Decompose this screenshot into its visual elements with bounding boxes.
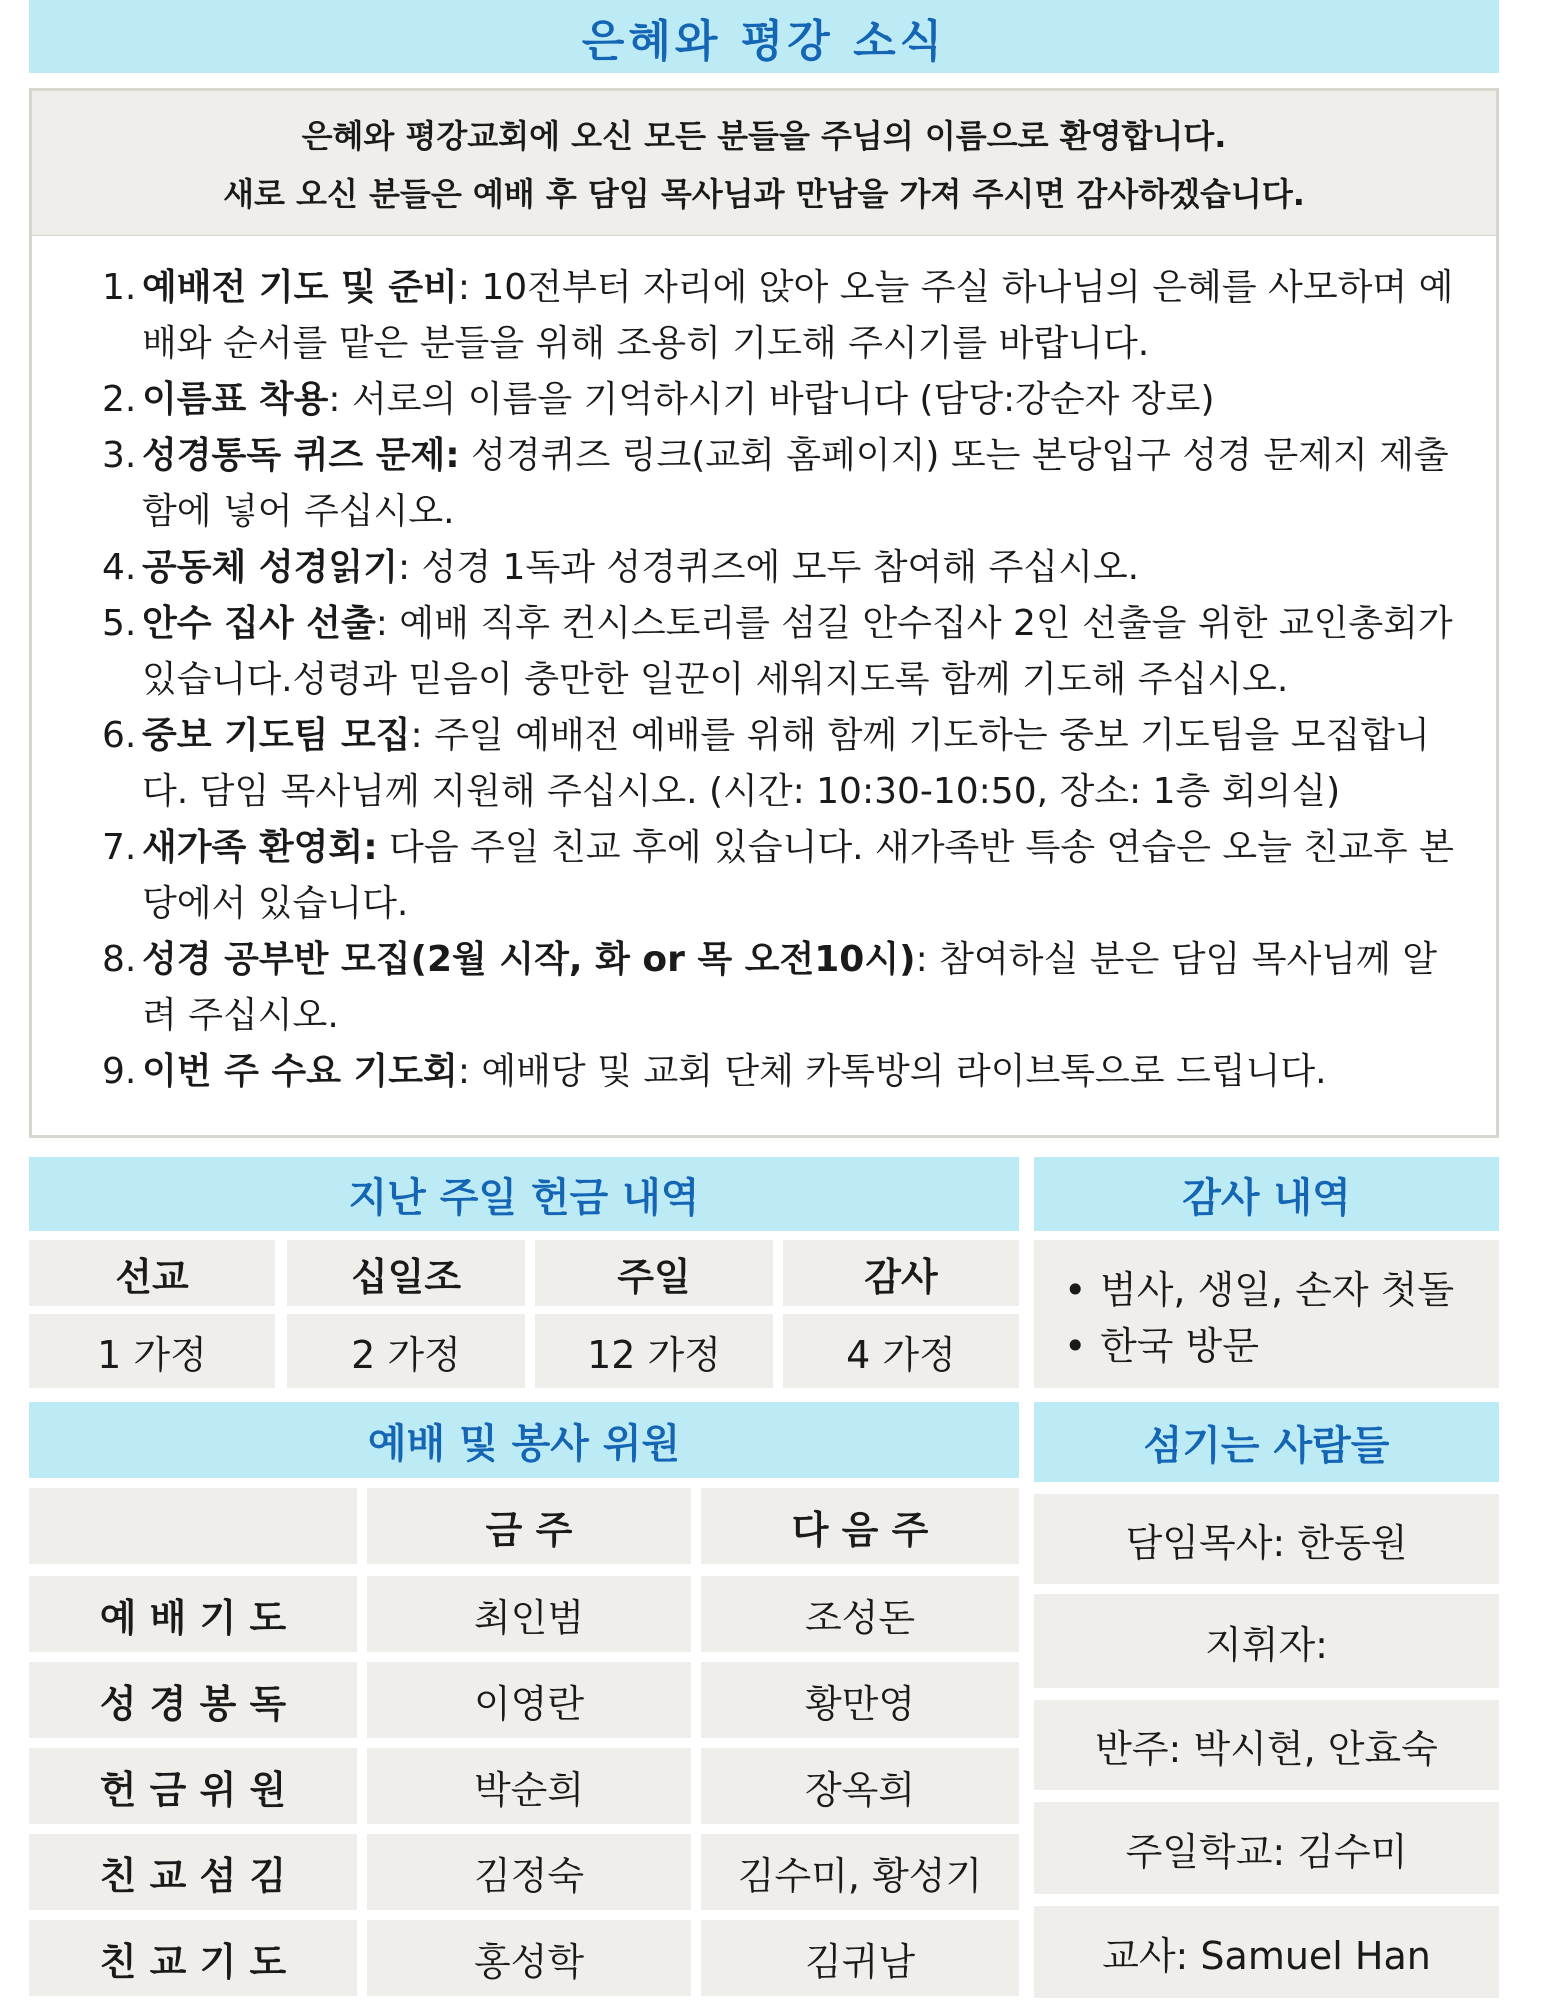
notice-title: 안수 집사 선출 [142, 603, 376, 644]
notice-item [102, 1044, 1456, 1100]
list-item [1064, 1318, 1499, 1374]
notice-number: 1. [102, 267, 137, 308]
offering-value-mission: 1 가정 [29, 1314, 275, 1388]
notice-item [102, 596, 1456, 708]
notice-item [102, 820, 1456, 932]
notice-item [102, 260, 1456, 372]
thanks-list [1064, 1262, 1499, 1374]
servers-title: 섬기는 사람들 [1034, 1402, 1499, 1482]
notice-title: 성경 공부반 모집(2월 시작, 화 or 목 오전10시) [142, 939, 916, 980]
notice-text: : 예배 직후 컨시스토리를 섬길 안수집사 2인 선출을 위한 교인총회가 있습니다.성령과 믿음이 충만한 일꾼이 세워지도록 함께 기도해 주십시오. [142, 603, 1453, 700]
notice-text: : 성경 1독과 성경퀴즈에 모두 참여해 주십시오. [397, 547, 1140, 588]
offering-header-tithe: 십일조 [287, 1240, 525, 1306]
service-this-week: 홍성학 [367, 1920, 691, 1996]
service-this-week: 박순희 [367, 1748, 691, 1824]
thanks-item: 한국 방문 [1100, 1324, 1259, 1368]
service-title: 예배 및 봉사 위원 [29, 1402, 1019, 1478]
offering-value-sunday: 12 가정 [535, 1314, 773, 1388]
offering-value-thanks: 4 가정 [783, 1314, 1019, 1388]
servers-item: 반주: 박시현, 안효숙 [1034, 1700, 1499, 1790]
servers-item: 주일학교: 김수미 [1034, 1802, 1499, 1894]
service-role: 친 교 섬 김 [29, 1834, 357, 1910]
notices-box [29, 236, 1499, 1138]
notice-number: 3. [102, 435, 137, 476]
notice-title: 새가족 환영회: [142, 827, 378, 868]
service-this-week: 김정숙 [367, 1834, 691, 1910]
servers-item: 지휘자: [1034, 1594, 1499, 1688]
service-next-week: 김수미, 황성기 [701, 1834, 1019, 1910]
notice-item [102, 372, 1456, 428]
service-next-week: 황만영 [701, 1662, 1019, 1738]
thanks-title: 감사 내역 [1034, 1157, 1499, 1231]
notice-text: : 예배당 및 교회 단체 카톡방의 라이브톡으로 드립니다. [457, 1051, 1327, 1092]
offering-title: 지난 주일 헌금 내역 [29, 1157, 1019, 1231]
notice-number: 5. [102, 603, 137, 644]
notice-number: 4. [102, 547, 137, 588]
service-this-week: 최인범 [367, 1576, 691, 1652]
notice-title: 공동체 성경읽기 [142, 547, 398, 588]
service-role: 성 경 봉 독 [29, 1662, 357, 1738]
notices-list [102, 260, 1456, 1100]
notice-item [102, 932, 1456, 1044]
notice-title: 예배전 기도 및 준비 [142, 267, 458, 308]
notice-text: : 참여하실 분은 담임 목사님께 알려 주십시오. [142, 939, 1438, 1036]
servers-item: 담임목사: 한동원 [1034, 1494, 1499, 1584]
service-role: 헌 금 위 원 [29, 1748, 357, 1824]
service-corner-cell [29, 1488, 357, 1564]
notice-number: 2. [102, 379, 137, 420]
service-next-week: 김귀남 [701, 1920, 1019, 1996]
notice-text: 성경퀴즈 링크(교회 홈페이지) 또는 본당입구 성경 문제지 제출함에 넣어 주십시오. [142, 435, 1449, 532]
notice-title: 이름표 착용 [142, 379, 329, 420]
notice-text: : 10전부터 자리에 앉아 오늘 주실 하나님의 은혜를 사모하며 예배와 순서를 맡은 분들을 위해 조용히 기도해 주시기를 바랍니다. [142, 267, 1454, 364]
welcome-box [29, 88, 1499, 238]
list-item [1064, 1262, 1499, 1318]
notice-number: 9. [102, 1051, 137, 1092]
notice-number: 7. [102, 827, 137, 868]
notice-number: 6. [102, 715, 137, 756]
offering-value-tithe: 2 가정 [287, 1314, 525, 1388]
welcome-line-2: 새로 오신 분들은 예배 후 담임 목사님과 만남을 가져 주시면 감사하겠습니다. [223, 175, 1305, 213]
notice-item [102, 540, 1456, 596]
page-title: 은혜와 평강 소식 [29, 0, 1499, 73]
bullet-icon: • [1064, 1268, 1087, 1312]
service-next-week: 조성돈 [701, 1576, 1019, 1652]
offering-header-sunday: 주일 [535, 1240, 773, 1306]
notice-title: 중보 기도팀 모집 [142, 715, 411, 756]
service-role: 예 배 기 도 [29, 1576, 357, 1652]
service-role: 친 교 기 도 [29, 1920, 357, 1996]
notice-text: : 서로의 이름을 기억하시기 바랍니다 (담당:강순자 장로) [328, 379, 1215, 420]
notice-item [102, 428, 1456, 540]
service-header-next-week: 다 음 주 [701, 1488, 1019, 1564]
offering-header-mission: 선교 [29, 1240, 275, 1306]
service-next-week: 장옥희 [701, 1748, 1019, 1824]
notice-text: 다음 주일 친교 후에 있습니다. 새가족반 특송 연습은 오늘 친교후 본당에서 있습니다. [142, 827, 1454, 924]
welcome-line-1: 은혜와 평강교회에 오신 모든 분들을 주님의 이름으로 환영합니다. [301, 117, 1227, 155]
notice-title: 이번 주 수요 기도회 [142, 1051, 458, 1092]
servers-item: 교사: Samuel Han [1034, 1906, 1499, 1998]
notice-number: 8. [102, 939, 137, 980]
offering-header-thanks: 감사 [783, 1240, 1019, 1306]
notice-title: 성경통독 퀴즈 문제: [142, 435, 460, 476]
thanks-box [1034, 1240, 1499, 1388]
bullet-icon: • [1064, 1324, 1087, 1368]
notice-item [102, 708, 1456, 820]
notice-text: : 주일 예배전 예배를 위해 함께 기도하는 중보 기도팀을 모집합니다. 담임 목사님께 지원해 주십시오. (시간: 10:30-10:50, 장소: 1층 회의실) [142, 715, 1430, 812]
service-header-this-week: 금 주 [367, 1488, 691, 1564]
thanks-item: 범사, 생일, 손자 첫돌 [1100, 1268, 1455, 1312]
service-this-week: 이영란 [367, 1662, 691, 1738]
